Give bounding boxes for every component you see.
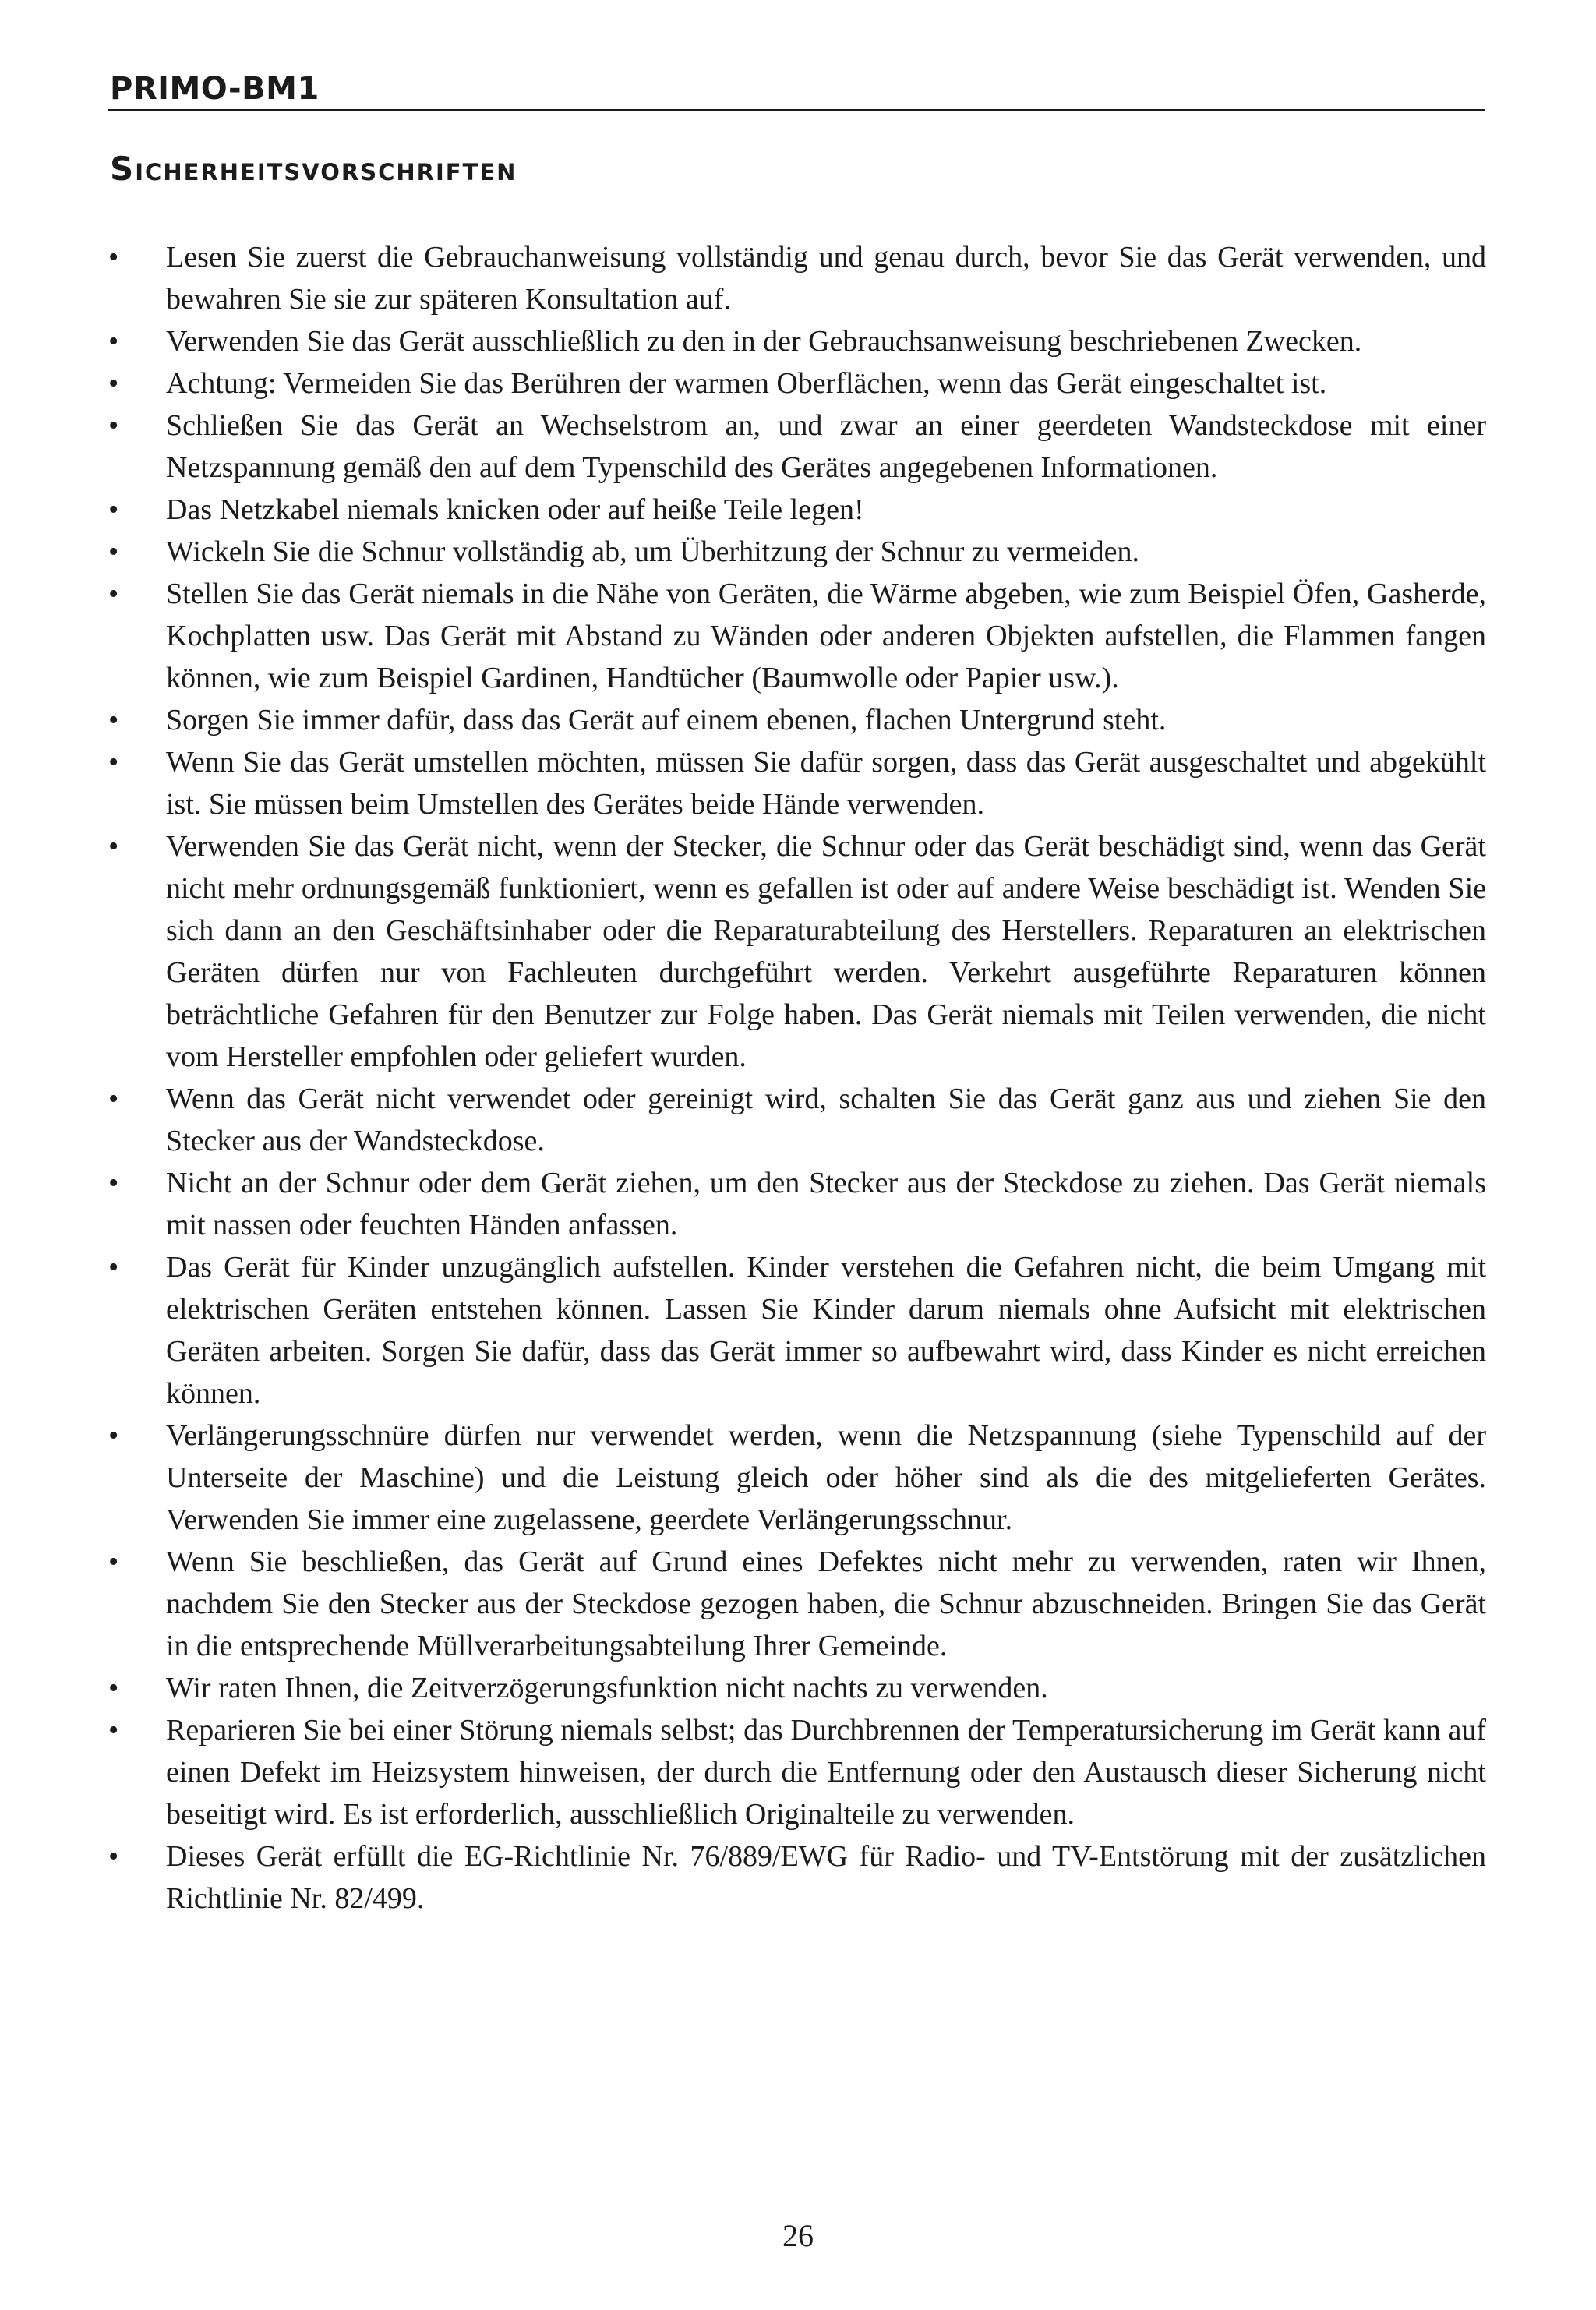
bullet-icon: • xyxy=(108,1672,119,1704)
bullet-icon: • xyxy=(108,1251,119,1284)
bullet-icon: • xyxy=(108,704,119,736)
bullet-icon: • xyxy=(108,1083,119,1115)
bullet-icon: • xyxy=(108,1419,119,1452)
list-item xyxy=(108,1709,1486,1835)
bullet-icon: • xyxy=(108,535,119,568)
list-item xyxy=(108,699,1486,741)
list-item-text: Wir raten Ihnen, die Zeitverzögerungsfunktion nicht nachts zu verwenden. xyxy=(166,1672,1048,1704)
list-item xyxy=(108,1246,1486,1415)
page-header xyxy=(108,64,1485,111)
page-number: 26 xyxy=(782,2218,814,2253)
bullet-icon: • xyxy=(108,409,119,442)
list-item-text: Reparieren Sie bei einer Störung niemals selbst; das Durchbrennen der Temperatursicherung im Gerät kann auf einen Defekt im Heizsystem hinweisen, der durch die Entfernung oder den Austausch dieser Sicherung nicht beseitigt wird. Es ist erforderlich, ausschließlich Originalteile zu verwenden. xyxy=(166,1714,1486,1831)
bullet-icon: • xyxy=(108,493,119,526)
bullet-icon: • xyxy=(108,1167,119,1199)
bullet-icon: • xyxy=(108,1714,119,1747)
list-item-text: Sorgen Sie immer dafür, dass das Gerät auf einem ebenen, flachen Untergrund steht. xyxy=(166,704,1167,736)
list-item xyxy=(108,320,1486,362)
list-item-text: Wenn das Gerät nicht verwendet oder gereinigt wird, schalten Sie das Gerät ganz aus und ziehen Sie den Stecker aus der Wandsteckdose. xyxy=(166,1083,1486,1157)
list-item-text: Wenn Sie beschließen, das Gerät auf Grund eines Defektes nicht mehr zu verwenden, raten wir Ihnen, nachdem Sie den Stecker aus der Steckdose gezogen haben, die Schnur abzuschneiden. Bringen Sie das Gerät in die entsprechende Müllverarbeitungsabteilung Ihrer Gemeinde. xyxy=(166,1545,1486,1662)
model-name: PRIMO-BM1 xyxy=(110,71,320,107)
list-item-text: Verwenden Sie das Gerät ausschließlich zu den in der Gebrauchsanweisung beschriebenen Zwecken. xyxy=(166,325,1362,358)
bullet-icon: • xyxy=(108,325,119,358)
list-item-text: Das Netzkabel niemals knicken oder auf heiße Teile legen! xyxy=(166,493,864,526)
bullet-icon: • xyxy=(108,746,119,779)
list-item-text: Das Gerät für Kinder unzugänglich aufstellen. Kinder verstehen die Gefahren nicht, die beim Umgang mit elektrischen Geräten entstehen können. Lassen Sie Kinder darum niemals ohne Aufsicht mit elektrischen Geräten arbeiten. Sorgen Sie dafür, dass das Gerät immer so aufbewahrt wird, dass Kinder es nicht erreichen können. xyxy=(166,1251,1486,1410)
list-item-text: Wenn Sie das Gerät umstellen möchten, müssen Sie dafür sorgen, dass das Gerät ausgeschaltet und abgekühlt ist. Sie müssen beim Umstellen des Gerätes beide Hände verwenden. xyxy=(166,746,1486,821)
bullet-icon: • xyxy=(108,367,119,400)
list-item xyxy=(108,1835,1486,1920)
list-item xyxy=(108,404,1486,489)
list-item xyxy=(108,741,1486,825)
bullet-icon: • xyxy=(108,1545,119,1578)
list-item xyxy=(108,573,1486,699)
list-item-text: Lesen Sie zuerst die Gebrauchanweisung vollständig und genau durch, bevor Sie das Gerät verwenden, und bewahren Sie sie zur späteren Konsultation auf. xyxy=(166,241,1486,316)
list-item-text: Achtung: Vermeiden Sie das Berühren der warmen Oberflächen, wenn das Gerät eingeschaltet ist. xyxy=(166,367,1327,400)
safety-rules-list xyxy=(108,236,1486,1920)
list-item xyxy=(108,531,1486,573)
list-item-text: Verlängerungsschnüre dürfen nur verwendet werden, wenn die Netzspannung (siehe Typenschild auf der Unterseite der Maschine) und die Leistung gleich oder höher sind als die des mitgelieferten Gerätes. Verwenden Sie immer eine zugelassene, geerdete Verlängerungsschnur. xyxy=(166,1419,1486,1536)
list-item-text: Dieses Gerät erfüllt die EG-Richtlinie Nr. 76/889/EWG für Radio- und TV-Entstörung mit der zusätzlichen Richtlinie Nr. 82/499. xyxy=(166,1840,1486,1915)
bullet-icon: • xyxy=(108,1840,119,1873)
list-item xyxy=(108,1667,1486,1709)
list-item xyxy=(108,1541,1486,1667)
list-item xyxy=(108,236,1486,320)
list-item xyxy=(108,362,1486,404)
list-item xyxy=(108,1162,1486,1246)
list-item-text: Wickeln Sie die Schnur vollständig ab, um Überhitzung der Schnur zu vermeiden. xyxy=(166,535,1139,568)
list-item-text: Verwenden Sie das Gerät nicht, wenn der Stecker, die Schnur oder das Gerät beschädigt sind, wenn das Gerät nicht mehr ordnungsgemäß funktioniert, wenn es gefallen ist oder auf andere Weise beschädigt ist. Wenden Sie sich dann an den Geschäftsinhaber oder die Reparaturabteilung des Herstellers. Reparaturen an elektrischen Geräten dürfen nur von Fachleuten durchgeführt werden. Verkehrt ausgeführte Reparaturen können beträchtliche Gefahren für den Benutzer zur Folge haben. Das Gerät niemals mit Teilen verwenden, die nicht vom Hersteller empfohlen oder geliefert wurden. xyxy=(166,830,1486,1073)
list-item xyxy=(108,1078,1486,1162)
list-item xyxy=(108,489,1486,531)
list-item-text: Stellen Sie das Gerät niemals in die Nähe von Geräten, die Wärme abgeben, wie zum Beispiel Öfen, Gasherde, Kochplatten usw. Das Gerät mit Abstand zu Wänden oder anderen Objekten aufstellen, die Flammen fangen können, wie zum Beispiel Gardinen, Handtücher (Baumwolle oder Papier usw.). xyxy=(166,578,1486,694)
list-item-text: Nicht an der Schnur oder dem Gerät ziehen, um den Stecker aus der Steckdose zu ziehen. Das Gerät niemals mit nassen oder feuchten Händen anfassen. xyxy=(166,1167,1486,1242)
bullet-icon: • xyxy=(108,241,119,274)
list-item-text: Schließen Sie das Gerät an Wechselstrom an, und zwar an einer geerdeten Wandsteckdose mit einer Netzspannung gemäß den auf dem Typenschild des Gerätes angegebenen Informationen. xyxy=(166,409,1486,484)
list-item xyxy=(108,1415,1486,1541)
list-item xyxy=(108,825,1486,1078)
section-title: Sicherheitsvorschriften xyxy=(110,150,517,188)
bullet-icon: • xyxy=(108,578,119,610)
bullet-icon: • xyxy=(108,830,119,863)
